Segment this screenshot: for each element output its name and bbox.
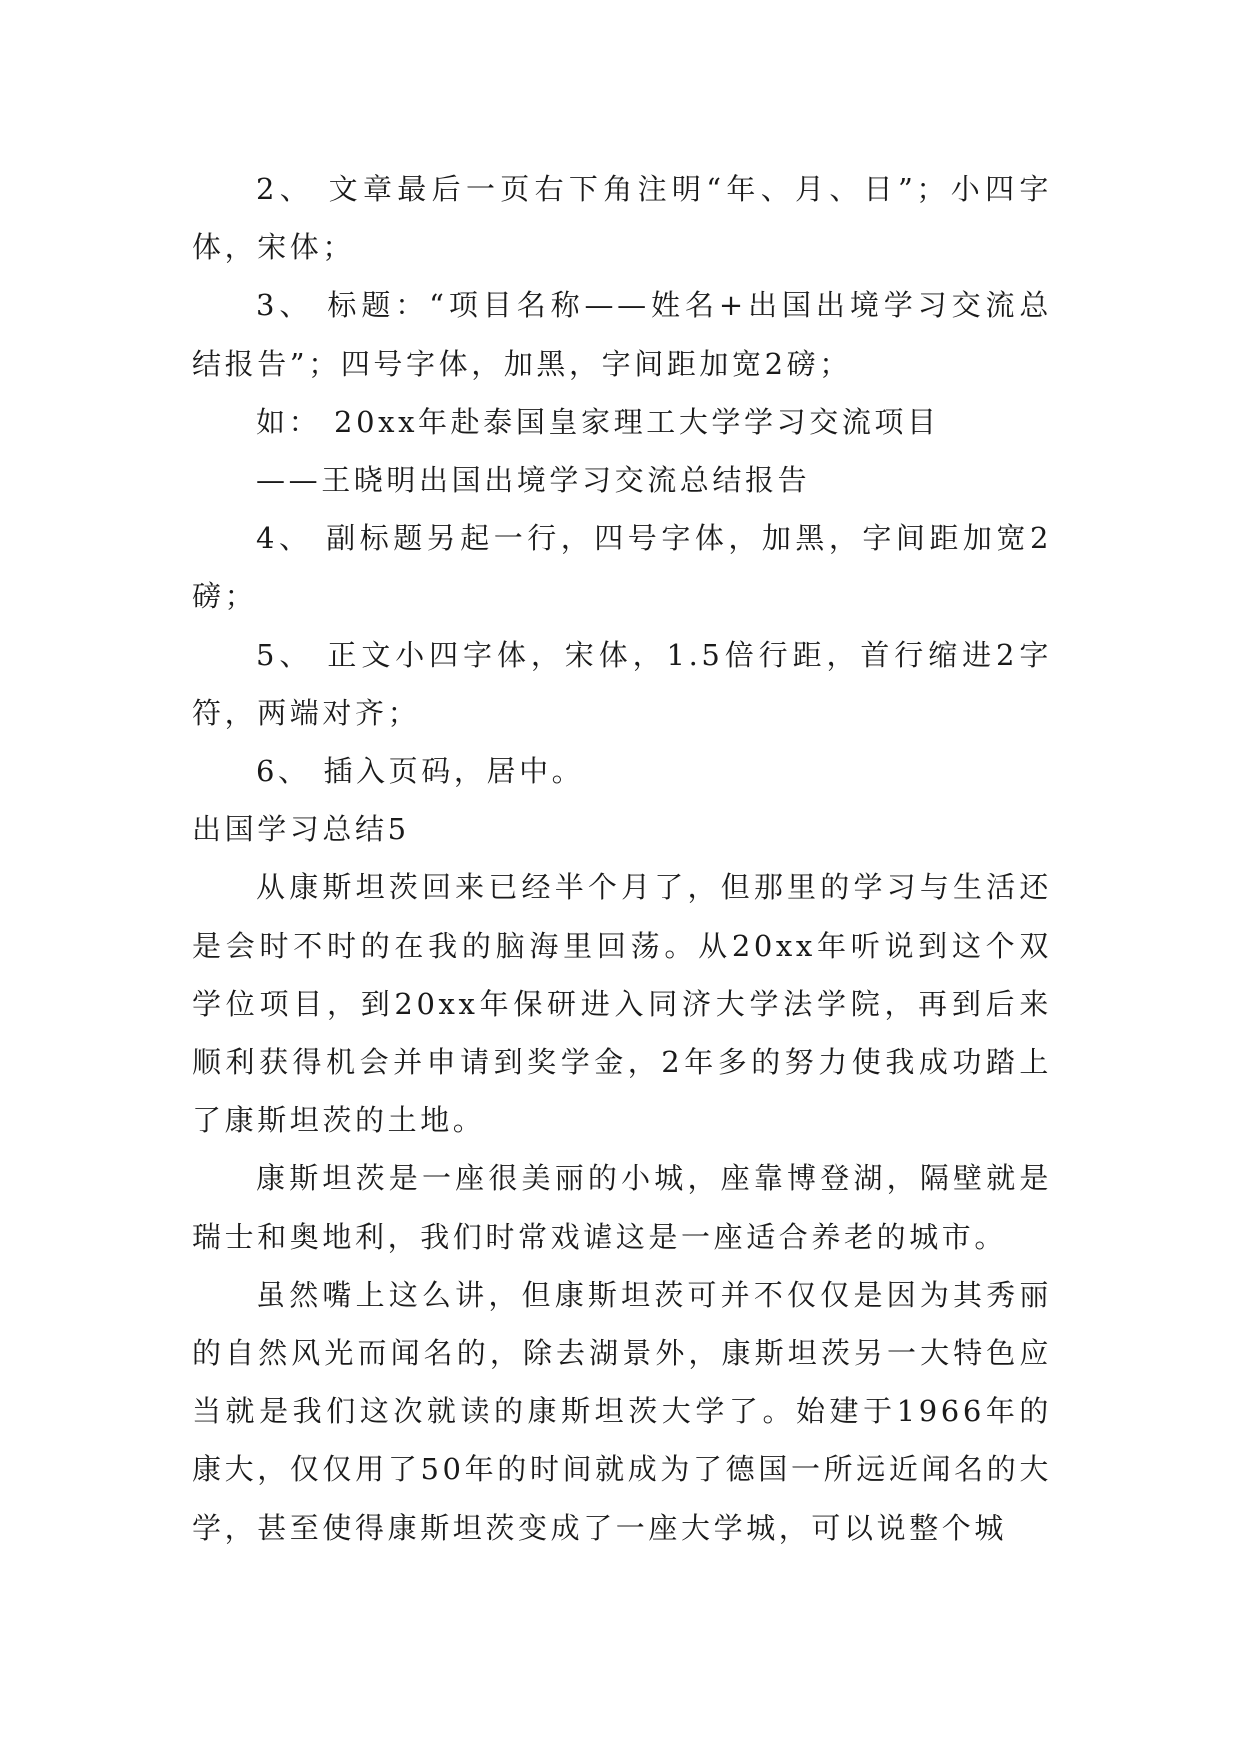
body-paragraph-1: 从康斯坦茨回来已经半个月了，但那里的学习与生活还是会时不时的在我的脑海里回荡。从20xx年听说到这个双学位项目，到20xx年保研进入同济大学法学院，再到后来顺利获得机会并申请到奖学金，2年多的努力使我成功踏上了康斯坦茨的土地。 — [192, 870, 1052, 1138]
paragraph-item-4: 4、 副标题另起一行，四号字体，加黑，字间距加宽2磅； — [192, 521, 1052, 614]
body-paragraph-2: 康斯坦茨是一座很美丽的小城，座靠博登湖，隔壁就是瑞士和奥地利，我们时常戏谑这是一座适合养老的城市。 — [192, 1161, 1052, 1254]
paragraph-item-6: 6、 插入页码，居中。 — [256, 754, 585, 789]
paragraph-item-3: 3、 标题：“项目名称——姓名+出国出境学习交流总结报告”；四号字体，加黑，字间距加宽2磅； — [192, 288, 1052, 381]
body-paragraph-3: 虽然嘴上这么讲，但康斯坦茨可并不仅仅是因为其秀丽的自然风光而闻名的，除去湖景外，康斯坦茨另一大特色应当就是我们这次就读的康斯坦茨大学了。始建于1966年的康大，仅仅用了50年的时间就成为了德国一所远近闻名的大学，甚至使得康斯坦茨变成了一座大学城，可以说整个城 — [192, 1277, 1052, 1545]
paragraph-item-2: 2、 文章最后一页右下角注明“年、月、日”；小四字体，宋体； — [192, 172, 1052, 265]
paragraph-example-title: 如： 20xx年赴泰国皇家理工大学学习交流项目 — [256, 404, 940, 439]
document-body — [192, 160, 1052, 1557]
section-heading: 出国学习总结5 — [192, 812, 410, 847]
paragraph-example-subtitle: ——王晓明出国出境学习交流总结报告 — [256, 463, 811, 498]
paragraph-item-5: 5、 正文小四字体，宋体，1.5倍行距，首行缩进2字符，两端对齐； — [192, 637, 1052, 730]
